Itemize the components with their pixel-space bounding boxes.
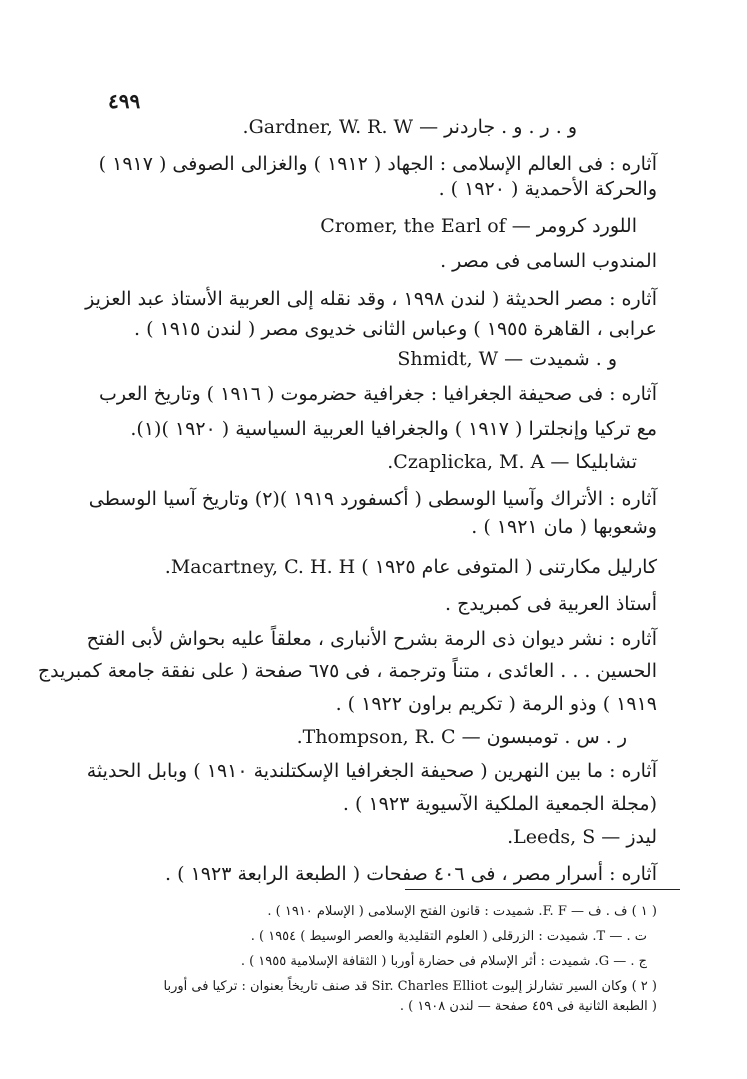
entry-heading-leeds: ليدز — Leeds, S.: [507, 826, 657, 848]
entry-text: آثاره : ما بين النهرين ( صحيفة الجغرافيا الإسكتلندية ١٩١٠ ) وبابل الحديثة: [86, 760, 657, 782]
page-number: ٤٩٩: [108, 89, 141, 113]
entry-heading-czaplicka: تشابليكا — Czaplicka, M. A.: [387, 451, 637, 473]
entry-text: (مجلة الجمعية الملكية الآسيوية ١٩٢٣ ) .: [342, 793, 657, 815]
footnote: ( ٢ ) وكان السير تشارلز إليوت Sir. Charles Elliot قد صنف تاريخاً بعنوان : تركيا فى أوربا: [163, 979, 657, 994]
entry-heading-thompson: ر . س . تومبسون — Thompson, R. C.: [296, 726, 627, 748]
entry-text: أستاذ العربية فى كمبريدج .: [445, 593, 657, 615]
entry-heading-cromer: اللورد كرومر — Cromer, the Earl of: [320, 215, 637, 237]
entry-text: ١٩١٩ ) وذو الرمة ( تكريم براون ١٩٢٢ ) .: [335, 693, 657, 715]
entry-heading-shmidt: و . شميدت — Shmidt, W: [397, 348, 617, 370]
entry-heading-macartney: كارليل مكارتنى ( المتوفى عام ١٩٢٥ ) Macartney, C. H. H.: [164, 556, 657, 578]
footnote-divider: [405, 889, 680, 890]
footnote: ج . — G. شميدت : أثر الإسلام فى حضارة أوربا ( الثقافة الإسلامية ١٩٥٥ ) .: [240, 954, 647, 969]
footnote: ت . — T. شميدت : الزرقلى ( العلوم التقليدية والعصر الوسيط ) ١٩٥٤ ) .: [250, 929, 647, 944]
entry-text: مع تركيا وإنجلترا ( ١٩١٧ ) والجغرافيا العربية السياسية ( ١٩٢٠ )(١).: [130, 418, 657, 440]
entry-text: آثاره : الأتراك وآسيا الوسطى ( أكسفورد ١٩١٩ )(٢) وتاريخ آسيا الوسطى: [88, 488, 657, 510]
entry-text: آثاره : نشر ديوان ذى الرمة بشرح الأنبارى ، معلقاً عليه بحواش لأبى الفتح: [86, 628, 657, 650]
entry-text: آثاره : فى صحيفة الجغرافيا : جغرافية حضرموت ( ١٩١٦ ) وتاريخ العرب: [99, 383, 657, 405]
entry-text: الحسين . . . العائدى ، متناً وترجمة ، فى ٦٧٥ صفحة ( على نفقة جامعة كمبريدج: [37, 660, 657, 682]
footnote: ( الطبعة الثانية فى ٤٥٩ صفحة — لندن ١٩٠٨ ) .: [399, 999, 657, 1014]
entry-text: آثاره : أسرار مصر ، فى ٤٠٦ صفحات ( الطبعة الرابعة ١٩٢٣ ) .: [165, 863, 657, 885]
entry-text: آثاره : مصر الحديثة ( لندن ١٩٩٨ ، وقد نقله إلى العربية الأستاذ عبد العزيز: [85, 288, 657, 310]
entry-text: والحركة الأحمدية ( ١٩٢٠ ) .: [438, 178, 657, 200]
entry-text: المندوب السامى فى مصر .: [440, 250, 657, 272]
footnote: ( ١ ) ف . ف — F. F. شميدت : قانون الفتح الإسلامى ( الإسلام ١٩١٠ ) .: [267, 904, 657, 919]
entry-heading-gardner: و . ر . و . جاردنر — Gardner, W. R. W.: [242, 116, 577, 138]
entry-text: آثاره : فى العالم الإسلامى : الجهاد ( ١٩١٢ ) والغزالى الصوفى ( ١٩١٧ ): [98, 153, 657, 175]
entry-text: وشعوبها ( مان ١٩٢١ ) .: [471, 516, 657, 538]
entry-text: عرابى ، القاهرة ١٩٥٥ ) وعباس الثانى خديوى مصر ( لندن ١٩١٥ ) .: [134, 318, 657, 340]
